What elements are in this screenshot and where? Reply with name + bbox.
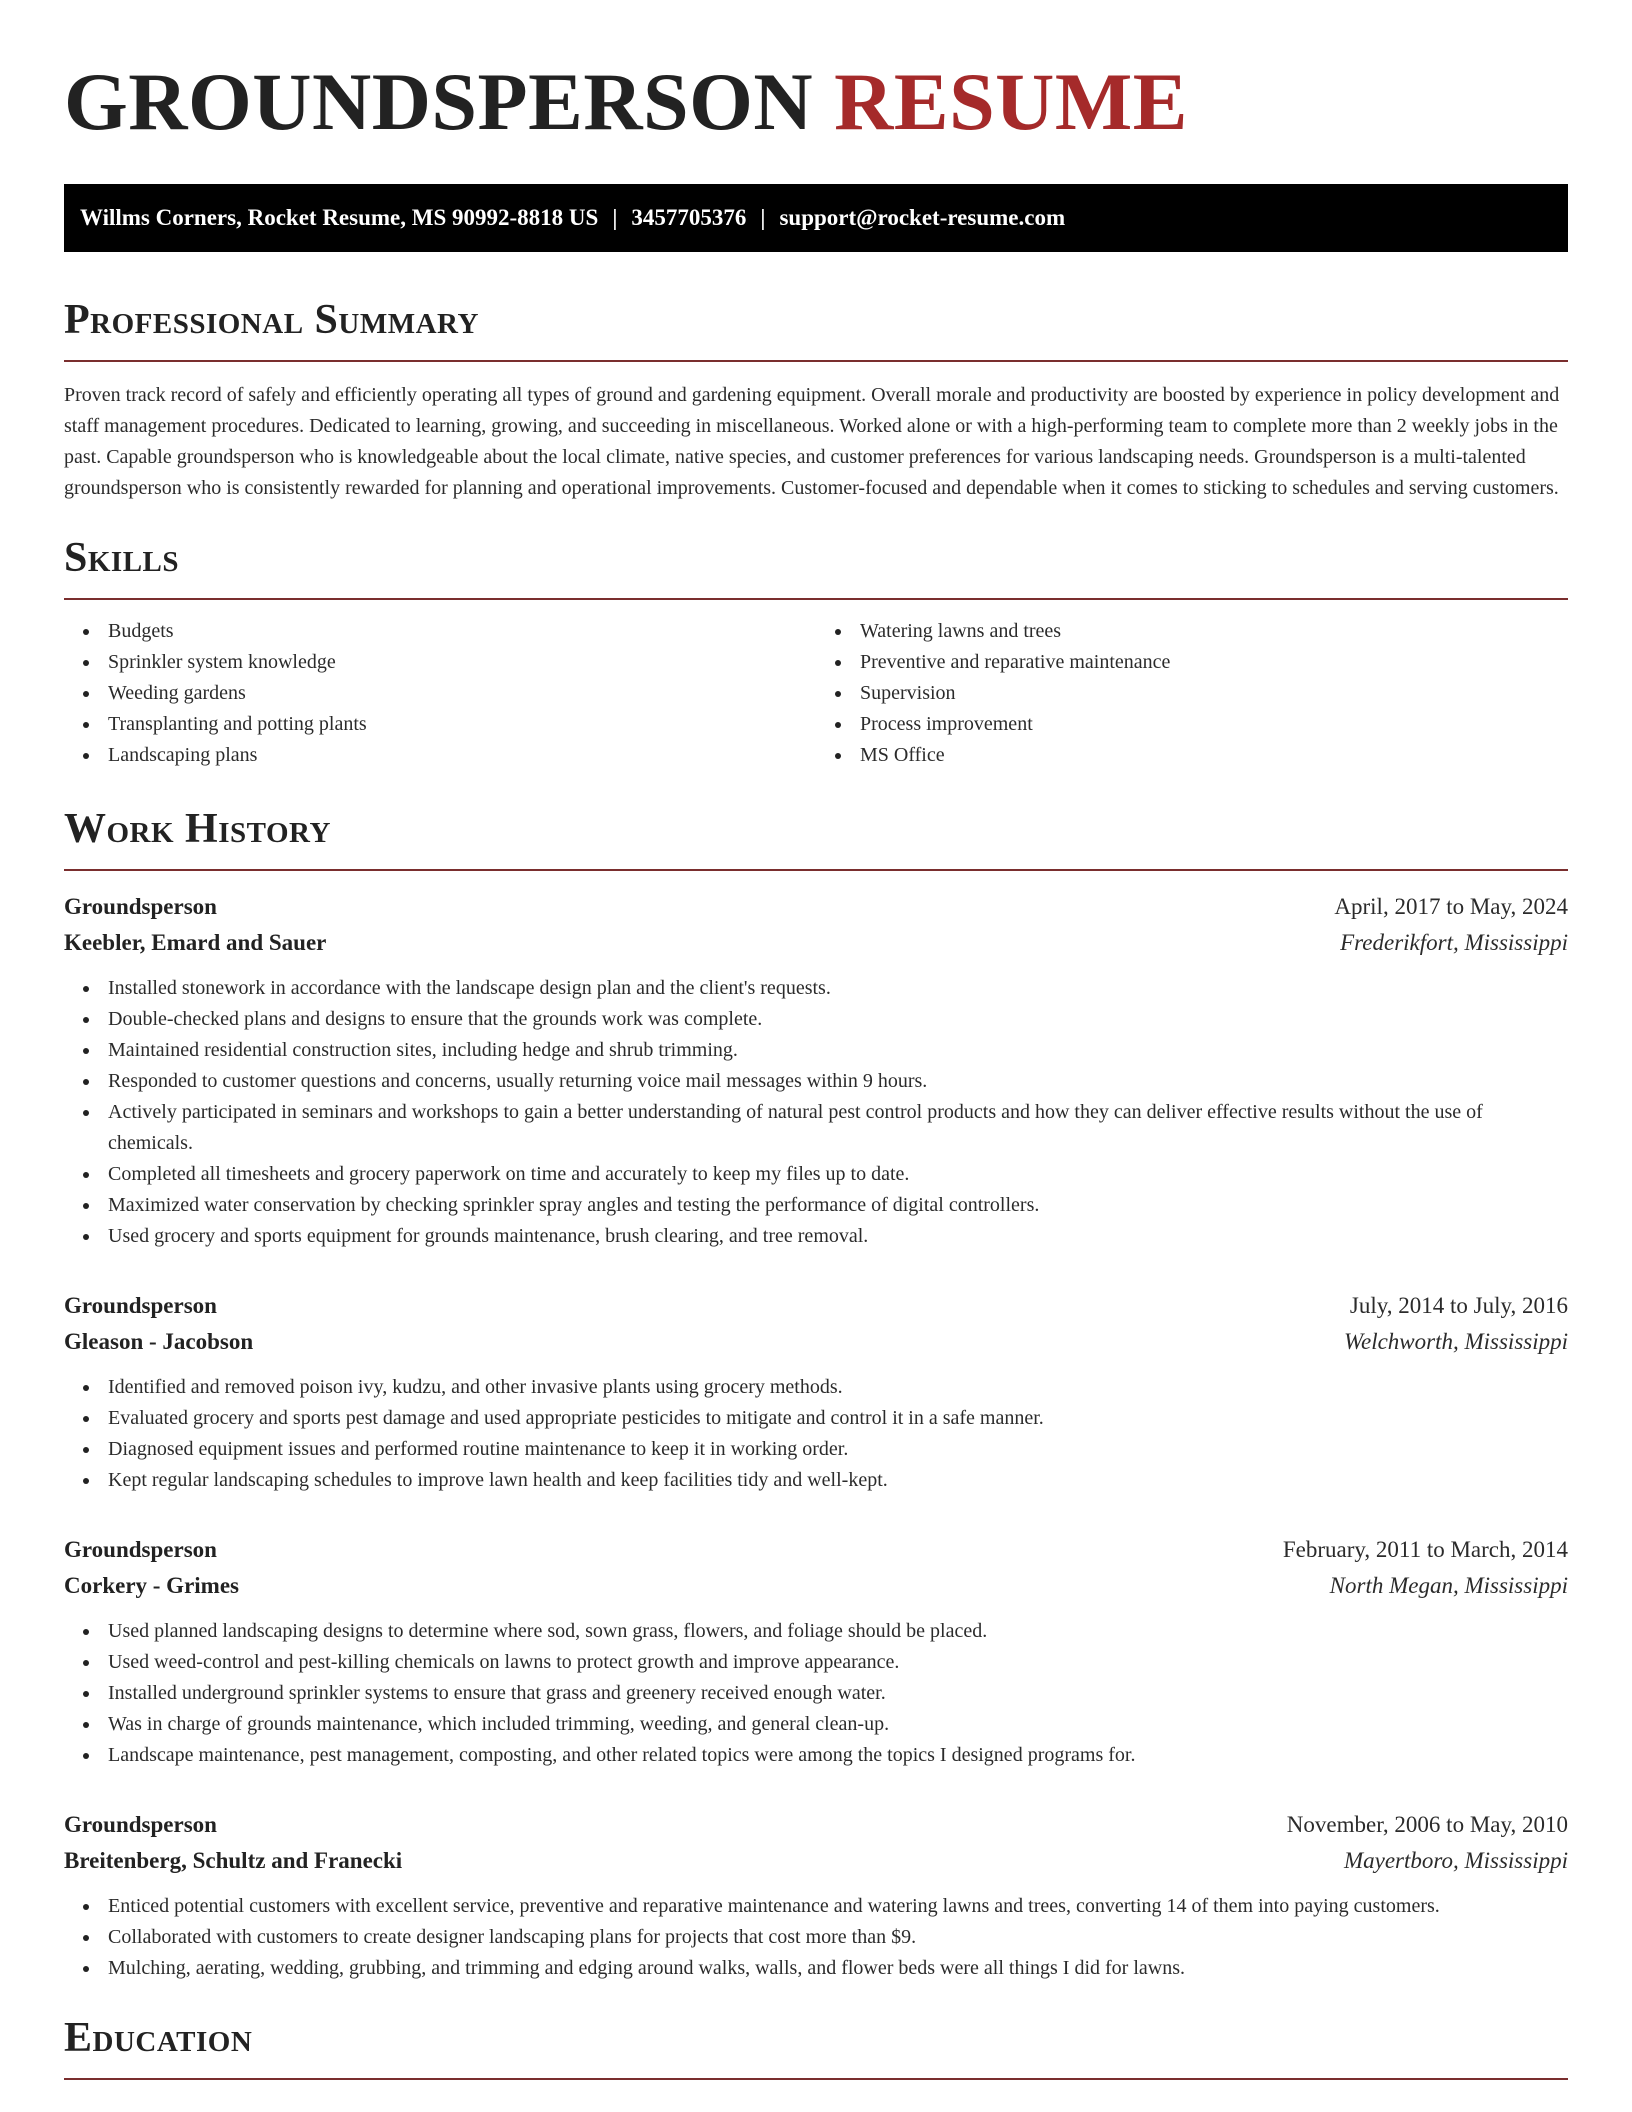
skill-item: Process improvement <box>860 709 1568 740</box>
job-company-row <box>64 1843 1568 1879</box>
summary-section <box>64 296 1568 504</box>
job-duty: Kept regular landscaping schedules to improve lawn health and keep facilities tidy and well-kept. <box>108 1465 1568 1496</box>
job-location: Frederikfort, Mississippi <box>1340 930 1568 955</box>
job-duty: Identified and removed poison ivy, kudzu, and other invasive plants using grocery methods. <box>108 1372 1568 1403</box>
skill-item: Transplanting and potting plants <box>108 709 816 740</box>
section-divider <box>64 869 1568 871</box>
job-duty: Used planned landscaping designs to determine where sod, sown grass, flowers, and foliage should be placed. <box>108 1616 1568 1647</box>
job-header-row <box>64 1532 1568 1568</box>
skills-grid <box>64 616 1568 771</box>
job-location: Welchworth, Mississippi <box>1343 1329 1568 1354</box>
job-company-row <box>64 1324 1568 1360</box>
job-duty: Evaluated grocery and sports pest damage and used appropriate pesticides to mitigate and control it in a safe manner. <box>108 1403 1568 1434</box>
job-location: Mayertboro, Mississippi <box>1343 1848 1568 1873</box>
contact-bar <box>64 184 1568 252</box>
section-heading-skills: Skills <box>64 535 180 581</box>
contact-separator: | <box>612 205 618 230</box>
resume-title <box>64 54 1568 150</box>
job-duty: Used grocery and sports equipment for grounds maintenance, brush clearing, and tree removal. <box>108 1221 1568 1252</box>
skill-item: Sprinkler system knowledge <box>108 647 816 678</box>
skill-item: MS Office <box>860 740 1568 771</box>
job-company: Corkery - Grimes <box>64 1573 239 1598</box>
job-duty: Double-checked plans and designs to ensure that the grounds work was complete. <box>108 1004 1568 1035</box>
skill-item: Supervision <box>860 678 1568 709</box>
section-divider <box>64 2078 1568 2080</box>
job-dates: July, 2014 to July, 2016 <box>1349 1293 1568 1318</box>
job-header-row <box>64 889 1568 925</box>
job-duty: Responded to customer questions and concerns, usually returning voice mail messages within 9 hours. <box>108 1066 1568 1097</box>
summary-text: Proven track record of safely and efficiently operating all types of ground and gardening equipment. Overall morale and productivity are boosted by experience in policy development and staff management procedures. Dedicated to learning, growing, and succeeding in miscellaneous. Worked alone or with a high-performing team to complete more than 2 weekly jobs in the past. Capable groundsperson who is knowledgeable about the local climate, native species, and customer preferences for various landscaping needs. Groundsperson is a multi-talented groundsperson who is consistently rewarded for planning and operational improvements. Customer-focused and dependable when it comes to sticking to schedules and serving customers. <box>64 384 1560 499</box>
skills-column-left <box>64 616 816 771</box>
skill-item: Landscaping plans <box>108 740 816 771</box>
education-section <box>64 2014 1568 2080</box>
job-company: Breitenberg, Schultz and Franecki <box>64 1848 403 1873</box>
section-heading-work-history: Work History <box>64 806 331 852</box>
job-duties-list <box>64 1616 1568 1771</box>
job-duty: Diagnosed equipment issues and performed routine maintenance to keep it in working order. <box>108 1434 1568 1465</box>
job-company-row <box>64 1568 1568 1604</box>
job-duty: Installed underground sprinkler systems to ensure that grass and greenery received enough water. <box>108 1678 1568 1709</box>
contact-email[interactable]: support@rocket-resume.com <box>779 205 1066 230</box>
job-duties-list <box>64 1891 1568 1984</box>
job-dates: November, 2006 to May, 2010 <box>1286 1812 1568 1837</box>
job-title: Groundsperson <box>64 1293 217 1318</box>
job-duty: Maintained residential construction sites, including hedge and shrub trimming. <box>108 1035 1568 1066</box>
section-divider <box>64 598 1568 600</box>
job-header-row <box>64 1807 1568 1843</box>
work-history-section <box>64 805 1568 1984</box>
job-entry <box>64 1807 1568 1984</box>
job-title: Groundsperson <box>64 894 217 919</box>
section-heading-summary: Professional Summary <box>64 297 479 343</box>
job-company: Gleason - Jacobson <box>64 1329 254 1354</box>
job-duty: Collaborated with customers to create designer landscaping plans for projects that cost more than $9. <box>108 1922 1568 1953</box>
job-duty: Was in charge of grounds maintenance, which included trimming, weeding, and general clean-up. <box>108 1709 1568 1740</box>
job-duty: Enticed potential customers with excellent service, preventive and reparative maintenance and watering lawns and trees, converting 14 of them into paying customers. <box>108 1891 1568 1922</box>
job-duty: Used weed-control and pest-killing chemicals on lawns to protect growth and improve appearance. <box>108 1647 1568 1678</box>
contact-address: Willms Corners, Rocket Resume, MS 90992-8818 US <box>80 205 599 230</box>
skills-column-right <box>816 616 1568 771</box>
job-entry <box>64 1532 1568 1771</box>
job-title: Groundsperson <box>64 1812 217 1837</box>
job-header-row <box>64 1288 1568 1324</box>
job-company-row <box>64 925 1568 961</box>
section-heading-education: Education <box>64 2015 253 2061</box>
job-entry <box>64 889 1568 1252</box>
title-accent: RESUME <box>834 56 1188 147</box>
job-dates: April, 2017 to May, 2024 <box>1334 894 1568 919</box>
job-duties-list <box>64 973 1568 1252</box>
job-duty: Installed stonework in accordance with the landscape design plan and the client's requests. <box>108 973 1568 1004</box>
job-title: Groundsperson <box>64 1537 217 1562</box>
skill-item: Watering lawns and trees <box>860 616 1568 647</box>
job-duty: Maximized water conservation by checking sprinkler spray angles and testing the performance of digital controllers. <box>108 1190 1568 1221</box>
skill-item: Budgets <box>108 616 816 647</box>
job-duty: Actively participated in seminars and workshops to gain a better understanding of natural pest control products and how they can deliver effective results without the use of chemicals. <box>108 1097 1568 1159</box>
section-divider <box>64 360 1568 362</box>
skill-item: Preventive and reparative maintenance <box>860 647 1568 678</box>
job-duty: Landscape maintenance, pest management, composting, and other related topics were among the topics I designed programs for. <box>108 1740 1568 1771</box>
job-duty: Completed all timesheets and grocery paperwork on time and accurately to keep my files up to date. <box>108 1159 1568 1190</box>
job-dates: February, 2011 to March, 2014 <box>1282 1537 1568 1562</box>
contact-phone: 3457705376 <box>631 205 747 230</box>
job-entry <box>64 1288 1568 1496</box>
job-company: Keebler, Emard and Sauer <box>64 930 327 955</box>
job-duties-list <box>64 1372 1568 1496</box>
skill-item: Weeding gardens <box>108 678 816 709</box>
skills-section <box>64 534 1568 771</box>
contact-separator: | <box>760 205 766 230</box>
job-duty: Mulching, aerating, wedding, grubbing, and trimming and edging around walks, walls, and flower beds were all things I did for lawns. <box>108 1953 1568 1984</box>
job-location: North Megan, Mississippi <box>1329 1573 1568 1598</box>
title-main: GROUNDSPERSON <box>64 56 814 147</box>
